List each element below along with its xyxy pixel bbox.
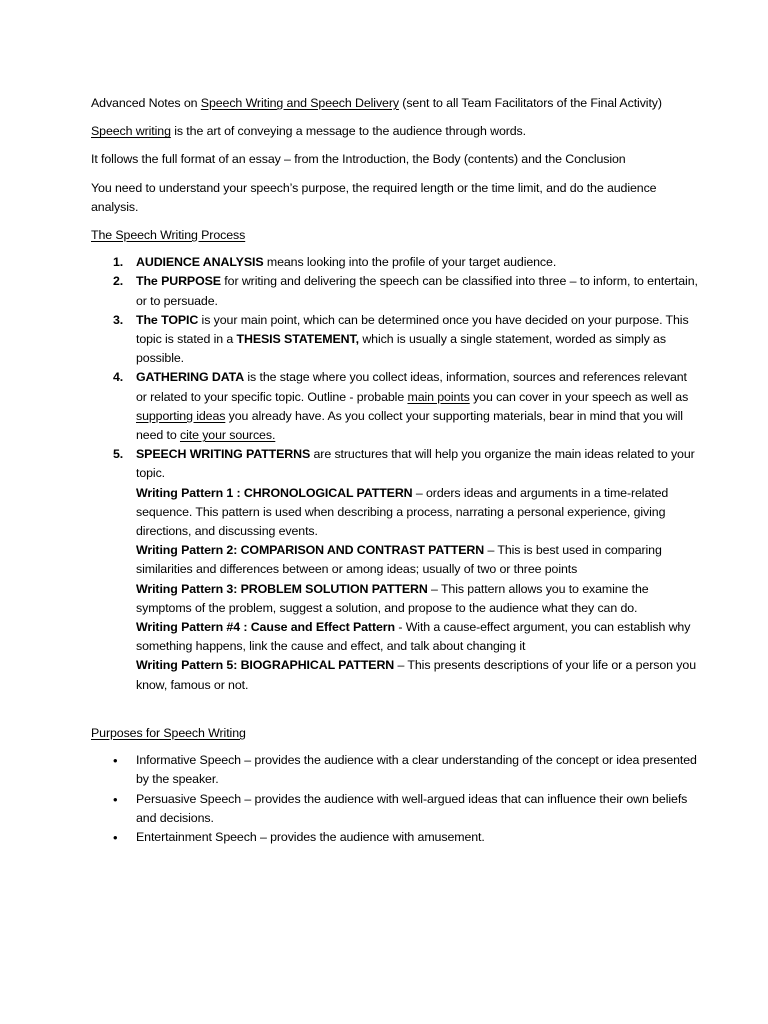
process-step [91, 253, 698, 272]
text-run: - With a cause-effect argument, you can establish why something happens, link the cause and effect, and talk about changing it [136, 620, 691, 654]
process-step [91, 445, 698, 695]
bold-text: Writing Pattern #4 : Cause and Effect Pattern [136, 620, 395, 635]
text-run: Advanced Notes on [91, 96, 201, 110]
text-run: means looking into the profile of your target audience. [263, 255, 557, 270]
text-run: you can cover in your speech as well as [469, 389, 689, 404]
text-run: (sent to all Team Facilitators of the Final Activity) [398, 96, 662, 110]
step-text [136, 445, 698, 483]
underlined-text: cite your sources. [179, 428, 276, 443]
text-run: are structures that will help you organize the main ideas related to your topic. [136, 447, 695, 481]
bold-text: The PURPOSE [136, 274, 221, 289]
intro-title-paragraph [91, 94, 698, 113]
purposes-heading: Purposes for Speech Writing [91, 725, 246, 740]
text-run: is the stage where you collect ideas, information, sources and references relevant or related to your specific topic. Outline - probable [136, 370, 687, 404]
pattern-1-text [136, 484, 698, 542]
definition-paragraph [91, 122, 698, 141]
underlined-text: Speech writing [91, 124, 171, 139]
bold-text: Writing Pattern 5: BIOGRAPHICAL PATTERN [136, 658, 395, 673]
purpose-item [91, 751, 698, 789]
step-number: 3. [113, 312, 124, 327]
bullet-icon: • [113, 753, 118, 769]
text-run: – orders ideas and arguments in a time-related sequence. This pattern is used when describing a process, narrating a personal experience, giving directions, and discussing events. [136, 485, 669, 539]
underlined-text: Speech Writing and Speech Delivery [200, 96, 399, 110]
purpose-text: Persuasive Speech – provides the audience with well-argued ideas that can influence their own beliefs and decisions. [136, 791, 688, 825]
step-text [136, 311, 698, 369]
format-paragraph [91, 150, 698, 169]
purposes-list [91, 751, 698, 847]
bold-text: The TOPIC [136, 312, 199, 327]
text-run: – This is best used in comparing similarities and differences between or among ideas; usually of two or three points [136, 543, 662, 577]
bold-text: Writing Pattern 3: PROBLEM SOLUTION PATTERN [136, 581, 428, 596]
step-number: 4. [113, 370, 124, 385]
bold-text: SPEECH WRITING PATTERNS [136, 447, 311, 462]
bold-text: Writing Pattern 1 : CHRONOLOGICAL PATTERN [136, 485, 413, 500]
section-spacer [91, 695, 698, 724]
text-run: – This pattern allows you to examine the symptoms of the problem, suggest a solution, and propose to the audience what they can do. [136, 581, 649, 615]
bold-text: Writing Pattern 2: COMPARISON AND CONTRAST PATTERN [136, 543, 485, 558]
bullet-icon: • [113, 791, 118, 807]
bullet-icon: • [113, 829, 118, 845]
purpose-paragraph [91, 179, 698, 217]
process-step [91, 368, 698, 445]
text-run: It follows the full format of an essay – from the Introduction, the Body (contents) and the Conclusion [91, 152, 626, 167]
process-steps-list [91, 253, 698, 695]
process-step [91, 311, 698, 369]
process-step [91, 272, 698, 310]
step-text [136, 272, 698, 310]
underlined-text: supporting ideas [136, 408, 226, 423]
step-number: 5. [113, 447, 124, 462]
purpose-item [91, 828, 698, 847]
pattern-5-text [136, 656, 698, 694]
step-number: 2. [113, 274, 124, 289]
text-run: which is usually a single statement, worded as simply as possible. [136, 332, 666, 366]
pattern-4-text [136, 618, 698, 656]
step-text [136, 368, 698, 445]
pattern-3-text [136, 580, 698, 618]
purpose-item [91, 790, 698, 828]
intro-section [91, 94, 698, 217]
underlined-text: main points [407, 389, 470, 404]
bold-text: THESIS STATEMENT, [236, 332, 359, 347]
text-run: is your main point, which can be determined once you have decided on your purpose. This topic is stated in a [136, 312, 689, 347]
bold-text: GATHERING DATA [136, 370, 245, 385]
pattern-2-text [136, 541, 698, 579]
step-number: 1. [113, 255, 124, 270]
text-run: for writing and delivering the speech can be classified into three – to inform, to entertain, or to persuade. [136, 274, 698, 308]
purpose-text: Informative Speech – provides the audience with a clear understanding of the concept or idea presented by the speaker. [136, 753, 697, 787]
step-text [136, 253, 698, 272]
bold-text: AUDIENCE ANALYSIS [136, 255, 264, 270]
text-run: – This presents descriptions of your life or a person you know, famous or not. [136, 658, 696, 692]
process-heading: The Speech Writing Process [91, 228, 246, 243]
text-run: You need to understand your speech’s purpose, the required length or the time limit, and do the audience analysis. [91, 180, 657, 214]
purpose-text: Entertainment Speech – provides the audience with amusement. [136, 829, 485, 844]
text-run: is the art of conveying a message to the audience through words. [170, 124, 526, 139]
text-run: you already have. As you collect your supporting materials, bear in mind that you will need to [136, 408, 683, 443]
